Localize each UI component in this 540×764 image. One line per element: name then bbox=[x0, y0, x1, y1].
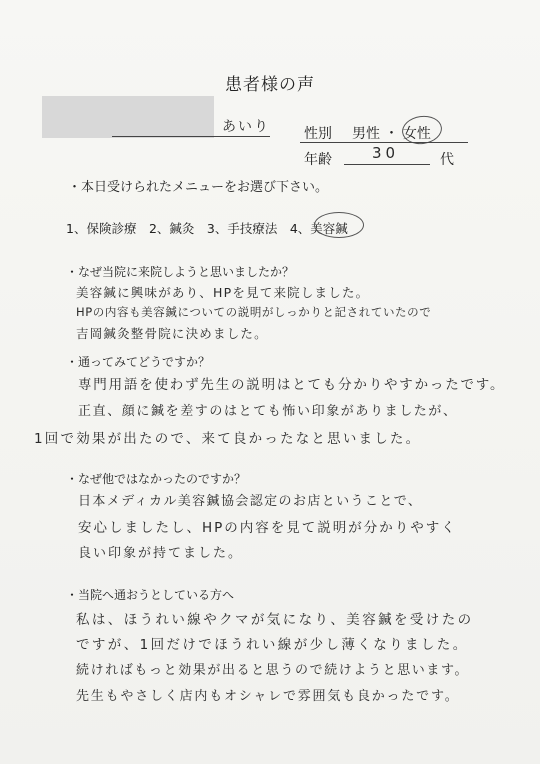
answer-line: 続ければもっと効果が出ると思うので続けようと思います。 bbox=[76, 663, 470, 678]
answer-line: 1回で効果が出たので、来て良かったなと思いました。 bbox=[34, 431, 422, 447]
redacted-name-box bbox=[42, 96, 214, 138]
age-value-handwritten: 30 bbox=[372, 144, 400, 162]
answer-line: 先生もやさしく店内もオシャレで雰囲気も良かったです。 bbox=[76, 689, 460, 704]
answer-line: 安心しましたし、HPの内容を見て説明が分かりやすく bbox=[78, 520, 457, 536]
gender-label: 性別 bbox=[304, 126, 332, 142]
answer-line: 吉岡鍼灸整骨院に決めました。 bbox=[76, 326, 268, 341]
age-unit: 代 bbox=[440, 152, 454, 168]
question-why-visit: ・なぜ当院に来院しようと思いましたか？ bbox=[66, 265, 295, 279]
answer-line: 良い印象が持てました。 bbox=[78, 546, 244, 561]
answer-line: HPの内容も美容鍼についての説明がしっかりと記されていたので bbox=[76, 305, 432, 319]
name-underline bbox=[112, 136, 270, 137]
gender-underline bbox=[300, 142, 468, 143]
age-underline bbox=[344, 164, 430, 165]
question-experience: ・通ってみてどうですか？ bbox=[66, 355, 211, 369]
answer-line: 正直、顔に鍼を差すのはとても怖い印象がありましたが、 bbox=[78, 404, 458, 419]
answer-line: ですが、1回だけでほうれい線が少し薄くなりました。 bbox=[76, 637, 469, 653]
page-title: 患者様の声 bbox=[225, 75, 315, 95]
question-why-not-others: ・なぜ他ではなかったのですか？ bbox=[66, 472, 247, 486]
menu-question: ・本日受けられたメニューをお選び下さい。 bbox=[68, 180, 329, 195]
gender-options: 男性 ・ 女性 bbox=[352, 126, 431, 142]
menu-selection-circle bbox=[314, 212, 364, 238]
answer-line: 日本メディカル美容鍼協会認定のお店ということで、 bbox=[78, 494, 423, 509]
question-to-prospective: ・当院へ通おうとしている方へ bbox=[66, 588, 235, 602]
answer-line: 私は、ほうれい線やクマが気になり、美容鍼を受けたの bbox=[76, 612, 474, 628]
menu-options: 1、保険診療 2、鍼灸 3、手技療法 4、美容鍼 bbox=[66, 221, 348, 236]
answer-line: 美容鍼に興味があり、HPを見て来院しました。 bbox=[76, 285, 370, 300]
patient-name-handwritten: あいり bbox=[222, 119, 270, 135]
answer-line: 専門用語を使わず先生の説明はとても分かりやすかったです。 bbox=[78, 377, 506, 393]
age-label: 年齢 bbox=[304, 152, 332, 168]
